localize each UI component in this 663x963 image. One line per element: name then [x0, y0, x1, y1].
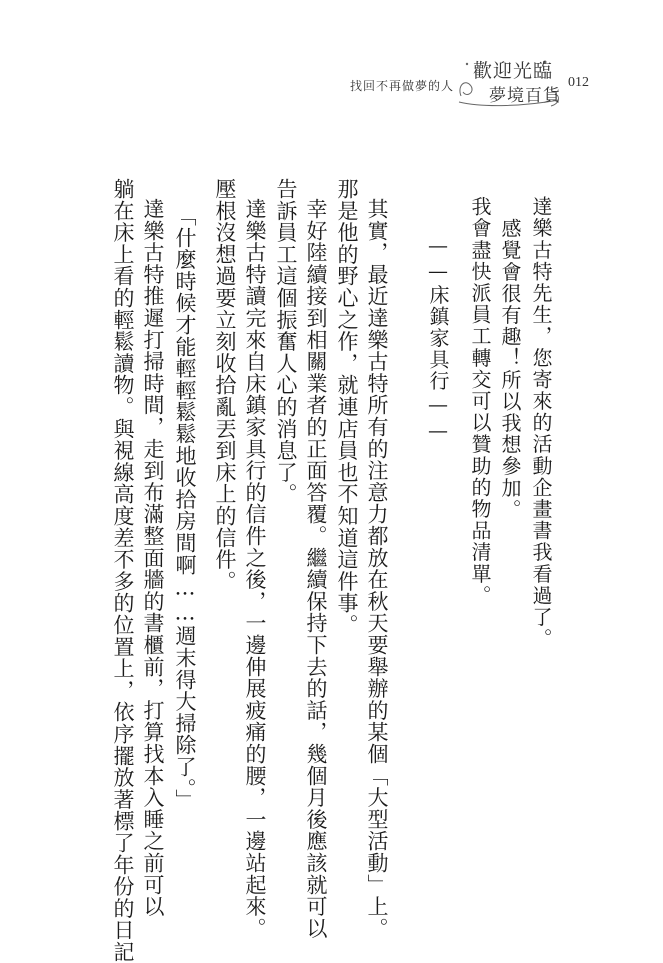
text-column: 躺在床上看的輕鬆讀物。與視線高度差不多的位置上，依序擺放著標了年份的日記	[111, 178, 135, 963]
text-column: 感覺會很有趣！所以我想參加。	[498, 218, 522, 521]
logo-line-1: 歡迎光臨	[473, 60, 554, 82]
text-column: 達樂古特推遲打掃時間，走到布滿整面牆的書櫃前，打算找本入睡之前可以	[141, 198, 165, 918]
text-column: 其實，最近達樂古特所有的注意力都放在秋天要舉辦的某個「大型活動」上。	[365, 198, 389, 940]
text-column: 那是他的野心之作，就連店員也不知道這件事。	[335, 178, 359, 636]
running-header	[0, 54, 663, 114]
text-column: 達樂古特讀完來自床鎮家具行的信件之後，一邊伸展疲痛的腰，一邊站起來。	[243, 198, 267, 940]
text-column: 告訴員工這個振奮人心的消息了。	[274, 178, 298, 505]
text-column: 我會盡快派員工轉交可以贊助的物品清單。	[468, 196, 492, 607]
signature-column: ——床鎮家具行——	[426, 233, 450, 444]
text-column: 壓根沒想過要立刻收拾亂丟到床上的信件。	[213, 178, 237, 593]
book-title: 找回不再做夢的人	[350, 79, 455, 93]
logo-line-2: 夢境百貨	[489, 86, 561, 106]
text-column: 「什麼時候才能輕輕鬆鬆地收拾房間啊……週末得大掃除了。」	[173, 205, 197, 811]
text-column: 幸好陸續接到相關業者的正面答覆。繼續保持下去的話，幾個月後應該就可以	[304, 198, 328, 940]
series-logo	[455, 54, 565, 110]
page-number: 012	[568, 75, 589, 90]
text-column: 達樂古特先生，您寄來的活動企畫書我看過了。	[529, 196, 553, 650]
